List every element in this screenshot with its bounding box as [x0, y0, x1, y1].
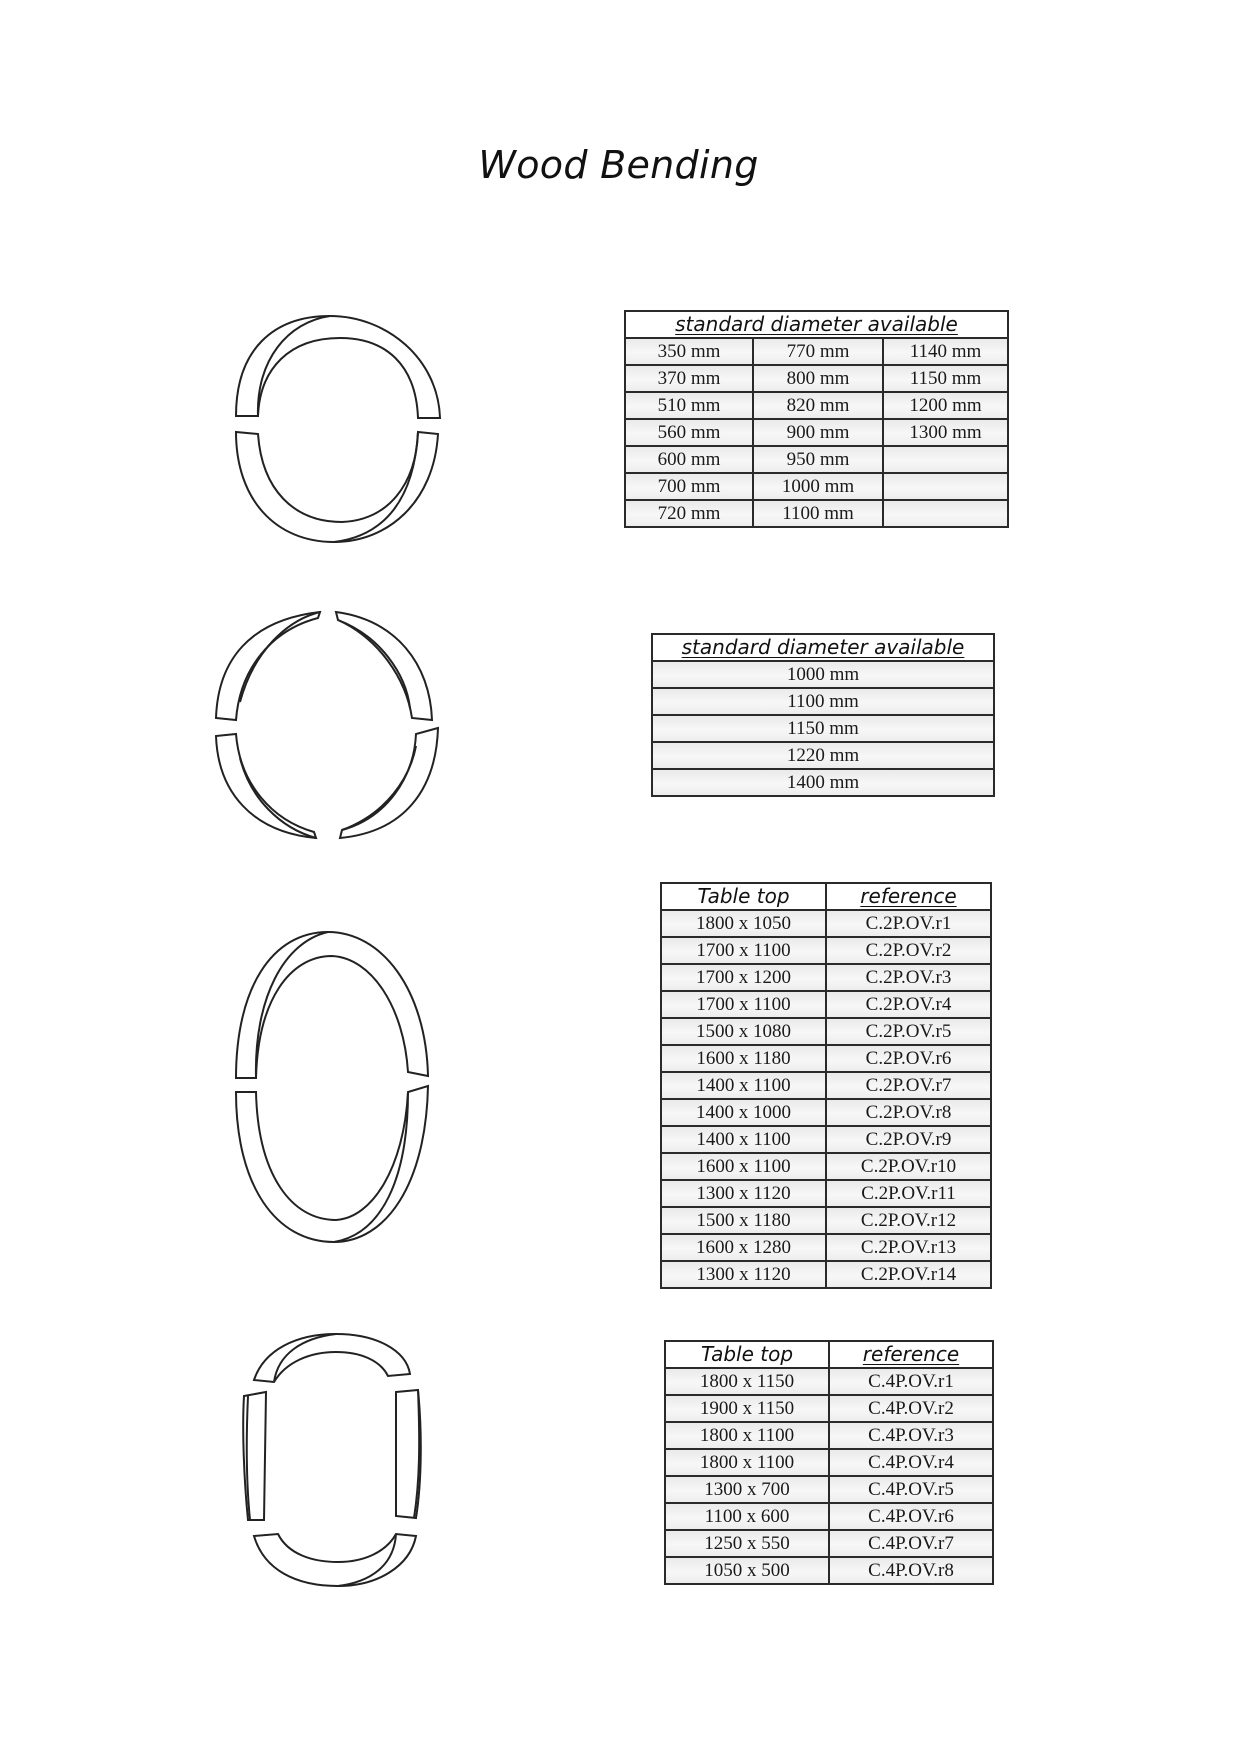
- table-cell: 1800 x 1100: [665, 1449, 829, 1476]
- table-cell: 1700 x 1100: [661, 991, 826, 1018]
- table-cell: C.2P.OV.r11: [826, 1180, 991, 1207]
- table-cell: 1400 x 1000: [661, 1099, 826, 1126]
- table-row: [661, 964, 991, 991]
- table-cell: C.2P.OV.r8: [826, 1099, 991, 1126]
- table-cell: 1300 x 1120: [661, 1180, 826, 1207]
- table-cell: C.4P.OV.r7: [829, 1530, 993, 1557]
- table-cell: 1900 x 1150: [665, 1395, 829, 1422]
- table-cell: 1400 x 1100: [661, 1126, 826, 1153]
- table-cell: 1100 mm: [652, 688, 994, 715]
- table-row: [661, 1234, 991, 1261]
- table-cell: [883, 500, 1008, 527]
- table-row: [625, 365, 1008, 392]
- table-header-row: [652, 634, 994, 661]
- table-row: [652, 661, 994, 688]
- diameter-table-1: [624, 310, 1009, 528]
- table-cell: 800 mm: [753, 365, 883, 392]
- table-row: [665, 1368, 993, 1395]
- table-header-table-top: Table top: [661, 883, 826, 910]
- table-cell: C.2P.OV.r5: [826, 1018, 991, 1045]
- table-cell: C.4P.OV.r2: [829, 1395, 993, 1422]
- table-cell: 600 mm: [625, 446, 753, 473]
- table-cell: 1800 x 1050: [661, 910, 826, 937]
- table-cell: C.4P.OV.r6: [829, 1503, 993, 1530]
- table-row: [625, 500, 1008, 527]
- two-piece-oval-icon: [232, 928, 432, 1248]
- two-piece-oval-table: [660, 882, 992, 1289]
- table-cell: C.2P.OV.r13: [826, 1234, 991, 1261]
- table-cell: 1200 mm: [883, 392, 1008, 419]
- table-cell: 1600 x 1100: [661, 1153, 826, 1180]
- four-piece-oval-icon: [240, 1330, 430, 1590]
- table-cell: 510 mm: [625, 392, 753, 419]
- table-cell: 1300 x 700: [665, 1476, 829, 1503]
- table-cell: 900 mm: [753, 419, 883, 446]
- table-cell: 1250 x 550: [665, 1530, 829, 1557]
- table-row: [665, 1422, 993, 1449]
- two-piece-circle-icon: [228, 310, 448, 550]
- table-cell: C.2P.OV.r10: [826, 1153, 991, 1180]
- table-row: [661, 1153, 991, 1180]
- diameter-table-2: [651, 633, 995, 797]
- table-cell: 1100 x 600: [665, 1503, 829, 1530]
- table-cell: 1500 x 1080: [661, 1018, 826, 1045]
- table-cell: C.4P.OV.r1: [829, 1368, 993, 1395]
- table-cell: 1140 mm: [883, 338, 1008, 365]
- table-cell: C.2P.OV.r4: [826, 991, 991, 1018]
- table-header: standard diameter available: [625, 311, 1008, 338]
- table-header-row: [665, 1341, 993, 1368]
- table-cell: C.2P.OV.r14: [826, 1261, 991, 1288]
- table-cell: 820 mm: [753, 392, 883, 419]
- table-row: [661, 1099, 991, 1126]
- table-header-reference: reference: [826, 883, 991, 910]
- table-cell: C.2P.OV.r7: [826, 1072, 991, 1099]
- table-row: [661, 910, 991, 937]
- table-cell: 770 mm: [753, 338, 883, 365]
- table-cell: 1400 mm: [652, 769, 994, 796]
- table-row: [661, 1045, 991, 1072]
- table-cell: C.2P.OV.r6: [826, 1045, 991, 1072]
- table-row: [661, 1126, 991, 1153]
- table-cell: 1400 x 1100: [661, 1072, 826, 1099]
- table-cell: 1700 x 1100: [661, 937, 826, 964]
- table-cell: C.2P.OV.r1: [826, 910, 991, 937]
- table-row: [625, 419, 1008, 446]
- table-cell: C.4P.OV.r3: [829, 1422, 993, 1449]
- table-cell: 1000 mm: [753, 473, 883, 500]
- table-cell: 700 mm: [625, 473, 753, 500]
- table-header-table-top: Table top: [665, 1341, 829, 1368]
- table-header-reference: reference: [829, 1341, 993, 1368]
- table-row: [665, 1530, 993, 1557]
- table-row: [661, 991, 991, 1018]
- table-cell: [883, 446, 1008, 473]
- table-cell: 720 mm: [625, 500, 753, 527]
- table-header-row: [661, 883, 991, 910]
- table-cell: C.2P.OV.r9: [826, 1126, 991, 1153]
- table-cell: 1050 x 500: [665, 1557, 829, 1584]
- table-row: [665, 1395, 993, 1422]
- table-cell: 370 mm: [625, 365, 753, 392]
- table-row: [661, 1207, 991, 1234]
- table-cell: 1300 x 1120: [661, 1261, 826, 1288]
- table-row: [652, 769, 994, 796]
- table-cell: 1150 mm: [883, 365, 1008, 392]
- table-cell: 1600 x 1180: [661, 1045, 826, 1072]
- table-cell: C.4P.OV.r8: [829, 1557, 993, 1584]
- table-row: [665, 1449, 993, 1476]
- table-row: [661, 1018, 991, 1045]
- table-row: [625, 446, 1008, 473]
- table-cell: 1600 x 1280: [661, 1234, 826, 1261]
- table-cell: 1220 mm: [652, 742, 994, 769]
- table-cell: 1800 x 1100: [665, 1422, 829, 1449]
- table-row: [661, 1180, 991, 1207]
- table-header: standard diameter available: [652, 634, 994, 661]
- four-piece-oval-table: [664, 1340, 994, 1585]
- table-cell: C.2P.OV.r3: [826, 964, 991, 991]
- table-cell: 1500 x 1180: [661, 1207, 826, 1234]
- table-header-row: [625, 311, 1008, 338]
- table-cell: 1300 mm: [883, 419, 1008, 446]
- table-row: [661, 937, 991, 964]
- four-piece-circle-icon: [210, 608, 460, 848]
- table-row: [665, 1476, 993, 1503]
- table-cell: 1100 mm: [753, 500, 883, 527]
- table-row: [661, 1072, 991, 1099]
- table-cell: 1150 mm: [652, 715, 994, 742]
- table-row: [625, 473, 1008, 500]
- table-row: [652, 715, 994, 742]
- table-cell: C.2P.OV.r2: [826, 937, 991, 964]
- table-row: [625, 392, 1008, 419]
- table-cell: 350 mm: [625, 338, 753, 365]
- table-cell: 560 mm: [625, 419, 753, 446]
- table-row: [652, 742, 994, 769]
- table-cell: 1800 x 1150: [665, 1368, 829, 1395]
- table-cell: C.2P.OV.r12: [826, 1207, 991, 1234]
- table-cell: 950 mm: [753, 446, 883, 473]
- table-cell: C.4P.OV.r5: [829, 1476, 993, 1503]
- page-title: Wood Bending: [478, 143, 759, 187]
- table-row: [661, 1261, 991, 1288]
- table-cell: 1700 x 1200: [661, 964, 826, 991]
- table-cell: [883, 473, 1008, 500]
- table-cell: 1000 mm: [652, 661, 994, 688]
- table-row: [665, 1503, 993, 1530]
- table-cell: C.4P.OV.r4: [829, 1449, 993, 1476]
- table-row: [665, 1557, 993, 1584]
- table-row: [652, 688, 994, 715]
- table-row: [625, 338, 1008, 365]
